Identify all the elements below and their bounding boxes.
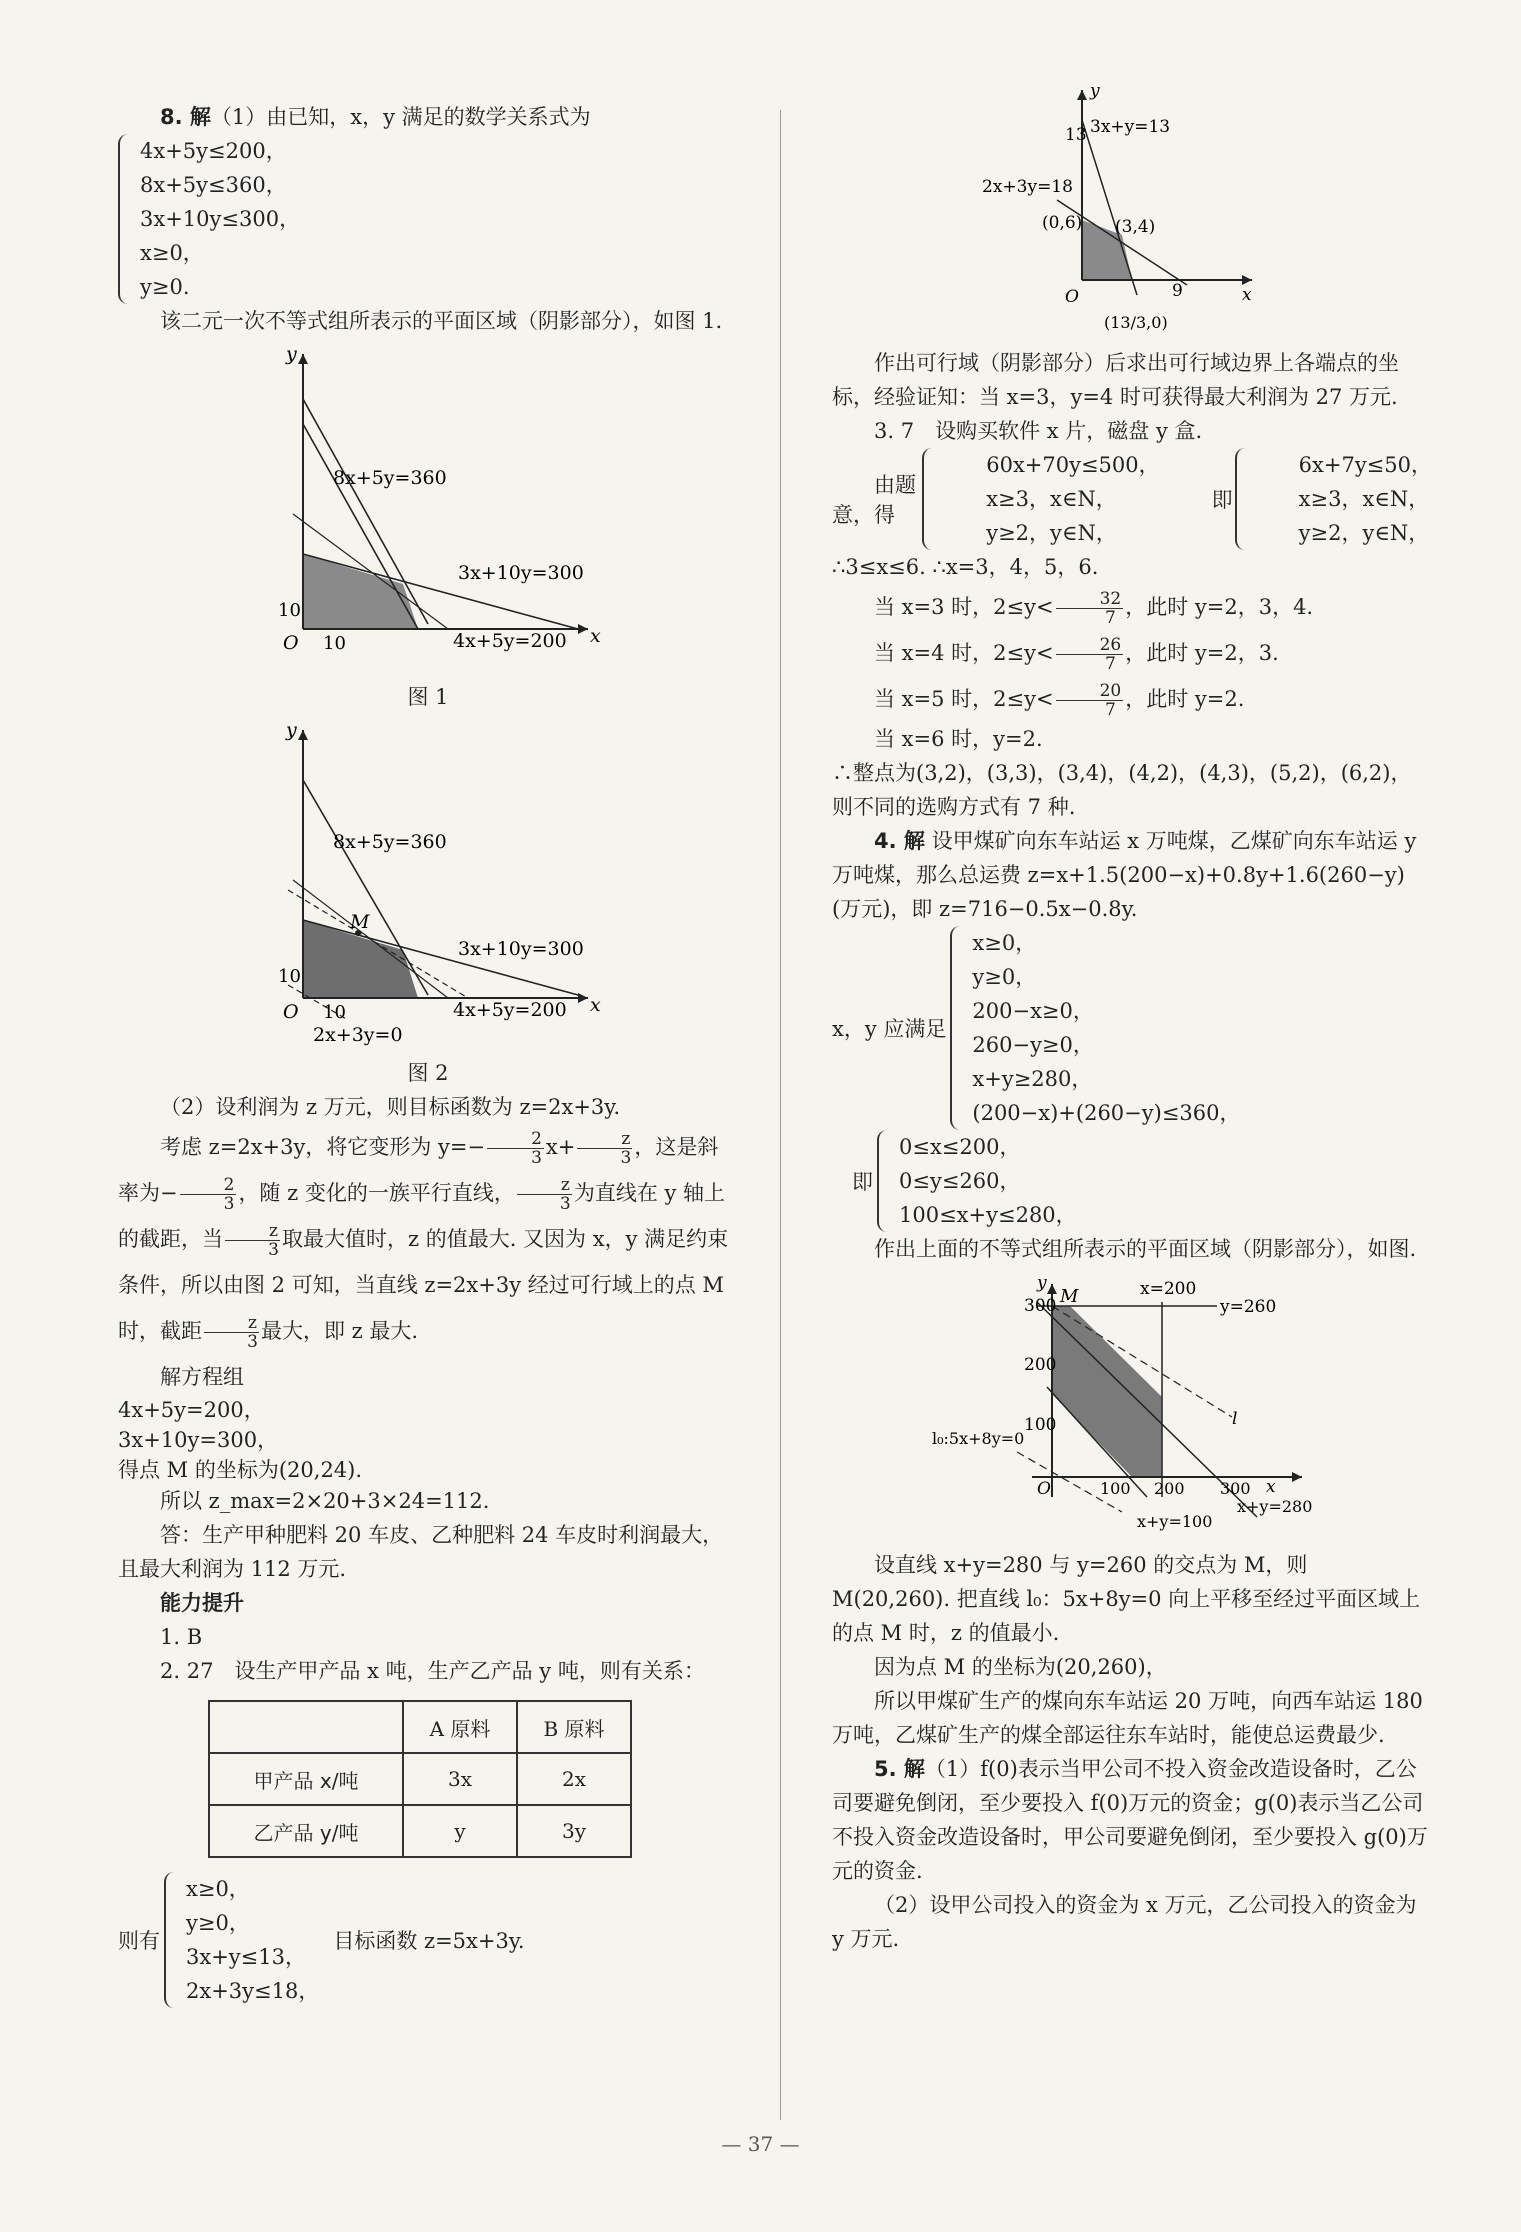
svg-text:10: 10 — [278, 966, 301, 987]
q8-part2-reasoning: 考虑 z=2x+3y，将它变形为 y=− $\frac{2}{3}$ x+ $\frac{z}{3}$ ，这是斜率为− $\frac{2}{3}$ ，随 z 变化的一族平行直线， $\frac{z}{3}$ 为直线在 y 轴上的截距，当 $\frac{z}{3}$ 取最大值时，z 的值最大. 又因为 x，y 满足约束条件，所以由图 2 可知，当直线 z=2x+3y 经过可行域上的点 M 时，截距 $\frac{z}{3}$ 最大，即 z 最大. — [118, 1129, 729, 1352]
q4-system-2: 即 0≤x≤200， 0≤y≤260， 100≤x+y≤280， — [832, 1130, 1432, 1232]
q4-m-coord: 因为点 M 的坐标为(20,260)， — [874, 1655, 1167, 1679]
svg-text:l: l — [1232, 1409, 1238, 1429]
svg-text:10: 10 — [278, 600, 301, 621]
q3-case-1: 当 x=3 时，2≤y< $\frac{32}{7}$ ，此时 y=2，3，4. — [874, 589, 1314, 628]
q2-conclusion: 作出可行域（阴影部分）后求出可行域边界上各端点的坐标，经验证知：当 x=3，y=4 时可获得最大利润为 27 万元. — [832, 351, 1399, 409]
svg-text:300: 300 — [1024, 1296, 1057, 1316]
q8-answer: 答：生产甲种肥料 20 车皮、乙种肥料 24 车皮时利润最大，且最大利润为 112 万元. — [118, 1523, 724, 1581]
section-ability: 能力提升 — [160, 1591, 244, 1615]
q3-intro: 3. 7 设购买软件 x 片，磁盘 y 盒. — [874, 419, 1203, 443]
figure-2-caption: 图 2 — [407, 1061, 449, 1085]
svg-text:10: 10 — [323, 1002, 346, 1023]
figure-4 — [832, 1272, 1432, 1542]
svg-text:O: O — [1065, 287, 1079, 307]
svg-text:x+y=100: x+y=100 — [1137, 1512, 1213, 1531]
left-column: 8. 解（1）由已知，x，y 满足的数学关系式为 4x+5y≤200， 8x+5y≤360， 3x+10y≤300， x≥0， y≥0. 该二元一次不等式组所表示的平面区域（阴影部分），如图 1. 8x+5y=360 3x+10y=300 4x+5y=200 x y O 10 10 图 1 M 8x+5y=360 3x+10y=300 4x+5y=200 2x+3y=0 x y O 10 10 图 2 （2）设利润为 z 万元，则目标函数为 z=2x+3y. 考虑 z=2x+3y，将它变形为 y=− $\frac{2}{3}$ x+ $\frac{z}{3}$ ，这是斜率为− $\frac{2}{3}$ ，随 z 变化的一族平行直线， $\frac{z}{3}$ 为直线在 y 轴上的截距，当 $\frac{z}{3}$ 取最大值时，z 的值最大. 又因为 x，y 满足约束条件，所以由图 2 可知，当直线 z=2x+3y 经过可行域上的点 M 时，截距 $\frac{z}{3}$ 最大，即 z 最大. 解方程组 4x+5y=200， 3x+10y=300， 得点 M 的坐标为(20,24). 所以 z_max=2×20+3×24=112. 答：生产甲种肥料 20 车皮、乙种肥料 24 车皮时利润最大，且最大利润为 112 万元. 能力提升 1. B 2. 27 设生产甲产品 x 吨，生产乙产品 y 吨，则有关系： A 原料 B 原料 甲产品 x/吨 3x 2x 乙产品 y/吨 y 3y 则有 x≥0， y≥0， 3x+y≤13， 2x+3y≤18， 目标函数 z=5x+3y. — [118, 100, 738, 2008]
svg-text:3x+y=13: 3x+y=13 — [1090, 117, 1171, 137]
q2-system: 则有 x≥0， y≥0， 3x+y≤13， 2x+3y≤18， 目标函数 z=5x+3y. — [118, 1872, 738, 2008]
q8-intro: 8. 解（1）由已知，x，y 满足的数学关系式为 — [160, 105, 591, 129]
q8-region-text: 该二元一次不等式组所表示的平面区域（阴影部分），如图 1. — [160, 309, 723, 333]
svg-text:l₀:5x+8y=0: l₀:5x+8y=0 — [932, 1429, 1025, 1448]
svg-text:x+y=280: x+y=280 — [1237, 1497, 1313, 1516]
q3-conclusion: ∴整点为(3,2)，(3,3)，(3,4)，(4,2)，(4,3)，(5,2)，(6,2)，则不同的选购方式有 7 种. — [832, 761, 1412, 819]
svg-text:O: O — [1037, 1479, 1051, 1499]
svg-text:4x+5y=200: 4x+5y=200 — [453, 999, 567, 1021]
svg-text:x: x — [590, 994, 601, 1016]
feasible-region — [303, 554, 418, 629]
q5-part2: （2）设甲公司投入的资金为 x 万元，乙公司投入的资金为 y 万元. — [832, 1893, 1417, 1951]
q1-answer: 1. B — [160, 1625, 203, 1649]
q5-part1: 5. 解（1）f(0)表示当甲公司不投入资金改造设备时，乙公司要避免倒闭，至少要投入 f(0)万元的资金；g(0)表示当乙公司不投入资金改造设备时，甲公司要避免倒闭，至少要投入 g(0)万元的资金. — [832, 1757, 1428, 1883]
svg-text:9: 9 — [1172, 281, 1183, 301]
svg-text:8x+5y=360: 8x+5y=360 — [333, 831, 447, 853]
svg-text:O: O — [283, 1001, 299, 1023]
q2-intro: 2. 27 设生产甲产品 x 吨，生产乙产品 y 吨，则有关系： — [160, 1659, 705, 1683]
figure-1-caption: 图 1 — [407, 685, 449, 709]
svg-text:M: M — [1060, 1286, 1079, 1307]
figure-2 — [118, 720, 738, 1050]
q4-region-text: 作出上面的不等式组所表示的平面区域（阴影部分），如图. — [874, 1237, 1417, 1261]
svg-text:M: M — [350, 911, 370, 933]
q4-system: x，y 应满足 x≥0， y≥0， 200−x≥0， 260−y≥0， x+y≥280， (200−x)+(260−y)≤360， — [832, 926, 1432, 1130]
label-3x10y-300: 3x+10y=300 — [458, 562, 584, 584]
q3-case-3: 当 x=5 时，2≤y< $\frac{20}{7}$ ，此时 y=2. — [874, 681, 1245, 720]
svg-text:100: 100 — [1024, 1415, 1057, 1435]
table-row: 甲产品 x/吨 3x 2x — [209, 1753, 631, 1805]
label-8x5y-360: 8x+5y=360 — [333, 467, 447, 489]
q4-conclusion: 所以甲煤矿生产的煤向东车站运 20 万吨，向西车站运 180 万吨，乙煤矿生产的煤全部运往东车站时，能使总运费最少. — [832, 1689, 1423, 1747]
svg-text:300: 300 — [1220, 1479, 1251, 1498]
right-column — [832, 81, 1432, 1956]
svg-text:200: 200 — [1154, 1479, 1185, 1498]
q8-zmax: 所以 z_max=2×20+3×24=112. — [160, 1489, 490, 1513]
svg-text:y=260: y=260 — [1220, 1297, 1277, 1317]
label-4x5y-200: 4x+5y=200 — [453, 630, 567, 652]
svg-text:(13/3,0): (13/3,0) — [1104, 313, 1168, 332]
feasible-region — [1052, 1306, 1162, 1477]
svg-text:x: x — [590, 625, 601, 647]
q3-range: ∴3≤x≤6. ∴x=3，4，5，6. — [832, 555, 1099, 579]
figure-1 — [118, 344, 738, 674]
q4-point-m: 设直线 x+y=280 与 y=260 的交点为 M，则 M(20,260). 把直线 l₀：5x+8y=0 向上平移至经过平面区域上的点 M 时，z 的值最小. — [832, 1553, 1421, 1645]
svg-text:(3,4): (3,4) — [1115, 217, 1156, 237]
q4-intro: 4. 解 设甲煤矿向东车站运 x 万吨煤，乙煤矿向东车站运 y 万吨煤，那么总运费 z=x+1.5(200−x)+0.8y+1.6(260−y)(万元)，即 z=716−0.5x−0.8y. — [832, 829, 1417, 921]
table-header: A 原料 B 原料 — [209, 1701, 631, 1753]
svg-text:100: 100 — [1100, 1479, 1131, 1498]
svg-text:y: y — [286, 344, 297, 365]
column-divider — [780, 110, 781, 2120]
svg-text:10: 10 — [323, 633, 346, 654]
q2-table — [208, 1700, 632, 1858]
svg-text:13: 13 — [1065, 125, 1087, 145]
q8-part2: （2）设利润为 z 万元，则目标函数为 z=2x+3y. — [160, 1095, 621, 1119]
q8-system: 4x+5y≤200， 8x+5y≤360， 3x+10y≤300， x≥0， y≥0. — [118, 134, 738, 304]
svg-text:200: 200 — [1024, 1355, 1057, 1375]
svg-text:3x+10y=300: 3x+10y=300 — [458, 938, 584, 960]
svg-text:2x+3y=18: 2x+3y=18 — [982, 177, 1073, 197]
table-row: 乙产品 y/吨 y 3y — [209, 1805, 631, 1857]
q3-systems: 由题意，得 60x+70y≤500， x≥3，x∈N， y≥2，y∈N， 即 6x+7y≤50， x≥3，x∈N， y≥2，y∈N， — [832, 448, 1432, 550]
figure-3 — [832, 80, 1432, 340]
q3-case-4: 当 x=6 时，y=2. — [874, 727, 1043, 751]
svg-text:y: y — [1037, 1273, 1047, 1293]
svg-text:y: y — [286, 720, 297, 741]
svg-text:y: y — [1090, 81, 1100, 101]
svg-text:2x+3y=0: 2x+3y=0 — [313, 1024, 403, 1046]
page-number: — 37 — — [721, 2132, 800, 2156]
q3-case-2: 当 x=4 时，2≤y< $\frac{26}{7}$ ，此时 y=2，3. — [874, 635, 1279, 674]
svg-text:x: x — [1266, 1477, 1276, 1497]
svg-text:x=200: x=200 — [1140, 1279, 1197, 1299]
svg-text:x: x — [1242, 285, 1252, 305]
svg-text:(0,6): (0,6) — [1042, 213, 1083, 233]
q8-solve: 解方程组 — [160, 1365, 244, 1389]
svg-text:O: O — [283, 632, 299, 654]
